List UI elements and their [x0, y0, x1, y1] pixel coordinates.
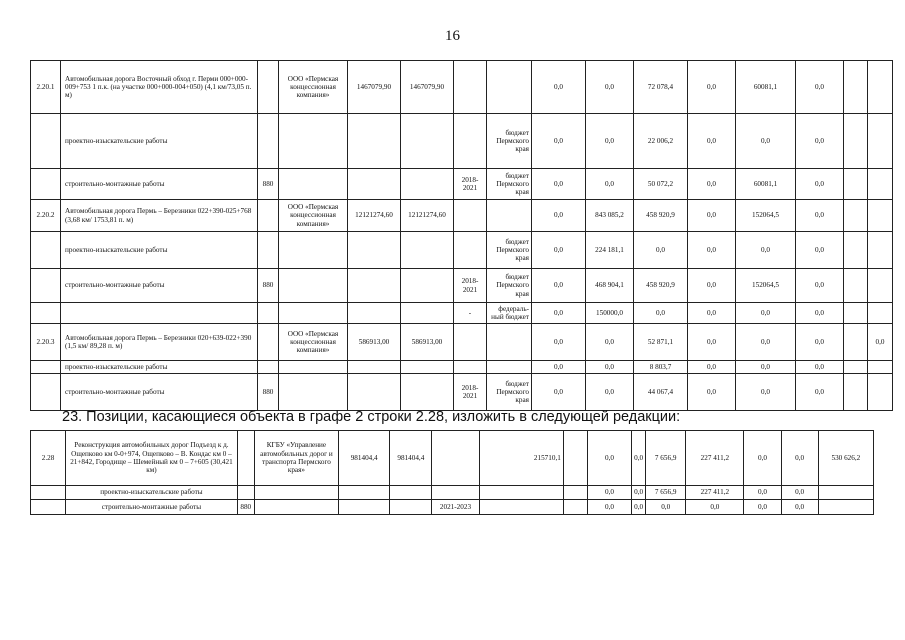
cell-cost2: [401, 232, 454, 269]
cell-v2: 224 181,1: [586, 232, 634, 269]
cell-cost2: 1467079,90: [401, 61, 454, 114]
cell-v6: 0,0: [796, 361, 844, 374]
cell-org: КГБУ «Управление автомобильных дорог и транспорта Пермского края»: [254, 431, 338, 486]
cell-c8: [479, 500, 563, 515]
cell-org: ООО «Пермская концессионная компания»: [279, 61, 348, 114]
cell-period: [454, 114, 487, 169]
cell-name: проектно-изыскательские работы: [66, 486, 238, 500]
cell-empty: [844, 169, 868, 200]
cell-v3: 7 656,9: [646, 486, 686, 500]
cell-kbk: [258, 303, 279, 324]
cell-v2: 0,0: [632, 500, 646, 515]
cell-v5: 0,0: [736, 303, 796, 324]
cell-name: проектно-изыскательские работы: [61, 232, 258, 269]
cell-period: [454, 361, 487, 374]
cell-v1: 0,0: [587, 431, 631, 486]
cell-name: Автомобильная дорога Пермь – Березники 020+639-022+390 (1,5 км/ 89,28 п. м): [61, 324, 258, 361]
cell-code: 2.20.1: [31, 61, 61, 114]
cell-empty: [844, 324, 868, 361]
cell-period: [432, 431, 479, 486]
cell-v5: 60081,1: [736, 169, 796, 200]
cell-v5: 0,0: [736, 114, 796, 169]
cell-v7: [868, 361, 893, 374]
cell-v6: 0,0: [781, 500, 818, 515]
cell-empty: [844, 200, 868, 232]
cell-v3: 50 072,2: [634, 169, 688, 200]
cell-v5: 0,0: [736, 232, 796, 269]
cell-v7: [868, 169, 893, 200]
cell-v6: 0,0: [796, 269, 844, 303]
cell-kbk: [258, 61, 279, 114]
cell-code: [31, 303, 61, 324]
cell-v4: 0,0: [688, 374, 736, 411]
cell-source: бюджет Пермского края: [487, 169, 532, 200]
cell-v6: 0,0: [796, 61, 844, 114]
page-number: 16: [445, 28, 460, 44]
cell-org: [254, 500, 338, 515]
cell-v7: [868, 200, 893, 232]
cell-v1: 0,0: [532, 114, 586, 169]
cell-source: [487, 324, 532, 361]
cell-v6: 0,0: [796, 232, 844, 269]
cell-v1: 0,0: [532, 169, 586, 200]
cell-cost2: [401, 374, 454, 411]
cell-cost1: [348, 232, 401, 269]
cell-kbk: 880: [258, 169, 279, 200]
cell-cost1: [339, 500, 390, 515]
cell-kbk: [237, 431, 254, 486]
cell-source: [563, 486, 587, 500]
table-row: [31, 500, 874, 515]
cell-v2: 0,0: [586, 361, 634, 374]
cell-code: [31, 486, 66, 500]
cell-v1: 0,0: [532, 232, 586, 269]
cell-v3: 72 078,4: [634, 61, 688, 114]
section-heading: 23. Позиции, касающиеся объекта в графе 2 строки 2.28, изложить в следующей редакции:: [62, 409, 681, 425]
cell-cost1: [348, 361, 401, 374]
cell-v2: 0,0: [586, 114, 634, 169]
table-row: [31, 269, 893, 303]
cell-period: [432, 486, 479, 500]
cell-cost2: [401, 361, 454, 374]
cell-org: [279, 169, 348, 200]
cell-v5: 0,0: [744, 500, 781, 515]
cell-source: [487, 200, 532, 232]
cell-kbk: [258, 361, 279, 374]
cell-cost1: [348, 169, 401, 200]
cell-v5: 152064,5: [736, 200, 796, 232]
cell-v7: 0,0: [868, 324, 893, 361]
cell-code: 2.20.3: [31, 324, 61, 361]
cell-kbk: [258, 114, 279, 169]
cell-v1: 0,0: [532, 361, 586, 374]
cell-cost2: [390, 500, 432, 515]
cell-code: [31, 361, 61, 374]
cell-v6: 0,0: [781, 486, 818, 500]
cell-empty: [844, 61, 868, 114]
cell-org: [279, 232, 348, 269]
cell-period: 2018-2021: [454, 169, 487, 200]
cell-v1: 0,0: [587, 500, 631, 515]
cell-v3: 8 803,7: [634, 361, 688, 374]
cell-cost2: [401, 114, 454, 169]
cell-v4: 0,0: [688, 361, 736, 374]
cell-v7: [868, 269, 893, 303]
cell-v2: 468 904,1: [586, 269, 634, 303]
cell-v5: 0,0: [736, 361, 796, 374]
cell-v4: 0,0: [688, 200, 736, 232]
cell-v2: 843 085,2: [586, 200, 634, 232]
cell-code: [31, 269, 61, 303]
table-row: [31, 374, 893, 411]
cell-v5: 0,0: [736, 324, 796, 361]
cell-source: бюджет Пермского края: [487, 269, 532, 303]
cell-kbk: [258, 324, 279, 361]
cell-cost1: 1467079,90: [348, 61, 401, 114]
cell-v3: 458 920,9: [634, 200, 688, 232]
cell-empty: [844, 232, 868, 269]
cell-org: [279, 114, 348, 169]
cell-c8: 215710,1: [479, 431, 563, 486]
cell-cost1: [348, 374, 401, 411]
cell-v5: 0,0: [736, 374, 796, 411]
cell-v1: 0,0: [587, 486, 631, 500]
cell-org: [279, 374, 348, 411]
cell-v5: 0,0: [744, 431, 781, 486]
cell-kbk: [237, 486, 254, 500]
cell-code: [31, 500, 66, 515]
cell-kbk: 880: [258, 269, 279, 303]
cell-source: [487, 61, 532, 114]
cell-v4: 0,0: [688, 232, 736, 269]
table-row: [31, 61, 893, 114]
cell-v2: 0,0: [632, 431, 646, 486]
table-row: [31, 114, 893, 169]
cell-cost1: 12121274,60: [348, 200, 401, 232]
cell-v4: 0,0: [688, 114, 736, 169]
cell-v7: [868, 114, 893, 169]
cell-v3: 52 871,1: [634, 324, 688, 361]
cell-v7: [818, 500, 873, 515]
cell-name: Реконструкция автомобильных дорог Подъезд к д. Ощепково км 0-0+974, Ощепково – В. Кондас км 0 – 21+842, Городище – Шемейный км 0 – 7+605 (30,421 км): [66, 431, 238, 486]
cell-code: [31, 169, 61, 200]
cell-period: [454, 61, 487, 114]
cell-name: проектно-изыскательские работы: [61, 114, 258, 169]
cell-v7: [868, 232, 893, 269]
cell-v4: 227 411,2: [686, 486, 744, 500]
cell-cost1: [339, 486, 390, 500]
table-object-2-28: [30, 430, 874, 515]
cell-org: ООО «Пермская концессионная компания»: [279, 324, 348, 361]
cell-v4: 0,0: [688, 269, 736, 303]
cell-name: строительно-монтажные работы: [61, 269, 258, 303]
cell-v7: [868, 61, 893, 114]
cell-empty: [844, 361, 868, 374]
cell-cost2: [401, 269, 454, 303]
table-row: [31, 361, 893, 374]
cell-cost2: [401, 303, 454, 324]
cell-v2: 150000,0: [586, 303, 634, 324]
cell-v4: 227 411,2: [686, 431, 744, 486]
cell-v6: 0,0: [796, 303, 844, 324]
cell-v7: [868, 374, 893, 411]
cell-v2: 0,0: [586, 61, 634, 114]
cell-code: [31, 232, 61, 269]
cell-v4: 0,0: [688, 303, 736, 324]
cell-v3: 0,0: [634, 303, 688, 324]
cell-cost2: [401, 169, 454, 200]
cell-name: строительно-монтажные работы: [66, 500, 238, 515]
cell-code: 2.28: [31, 431, 66, 486]
cell-code: [31, 374, 61, 411]
cell-org: [279, 361, 348, 374]
cell-v1: 0,0: [532, 324, 586, 361]
cell-source: федераль-ный бюджет: [487, 303, 532, 324]
cell-cost2: 586913,00: [401, 324, 454, 361]
cell-v6: 0,0: [796, 114, 844, 169]
cell-v3: 44 067,4: [634, 374, 688, 411]
cell-empty: [844, 303, 868, 324]
cell-v6: 0,0: [796, 169, 844, 200]
cell-name: строительно-монтажные работы: [61, 374, 258, 411]
cell-v4: 0,0: [688, 169, 736, 200]
cell-v5: 60081,1: [736, 61, 796, 114]
cell-v6: 0,0: [796, 324, 844, 361]
cell-v4: 0,0: [686, 500, 744, 515]
cell-cost2: [390, 486, 432, 500]
cell-source: бюджет Пермского края: [487, 232, 532, 269]
cell-v2: 0,0: [586, 169, 634, 200]
table-row: [31, 303, 893, 324]
cell-period: [454, 324, 487, 361]
cell-org: ООО «Пермская концессионная компания»: [279, 200, 348, 232]
cell-v1: 0,0: [532, 61, 586, 114]
cell-period: 2018-2021: [454, 269, 487, 303]
cell-v1: 0,0: [532, 200, 586, 232]
cell-source: [563, 431, 587, 486]
cell-kbk: [258, 200, 279, 232]
cell-name: Автомобильная дорога Восточный обход г. Перми 000+000-009+753 1 п.к. (на участке 000+000-004+050) (4,1 км/73,05 п. м): [61, 61, 258, 114]
table-row: [31, 232, 893, 269]
cell-org: [254, 486, 338, 500]
cell-v7: [818, 486, 873, 500]
cell-name: [61, 303, 258, 324]
cell-cost2: 981404,4: [390, 431, 432, 486]
cell-empty: [844, 269, 868, 303]
table-objects-2-20: [30, 60, 893, 411]
cell-name: строительно-монтажные работы: [61, 169, 258, 200]
cell-code: [31, 114, 61, 169]
cell-cost1: 981404,4: [339, 431, 390, 486]
cell-period: [454, 200, 487, 232]
cell-v7: 530 626,2: [818, 431, 873, 486]
cell-v3: 0,0: [646, 500, 686, 515]
cell-v3: 0,0: [634, 232, 688, 269]
cell-source: бюджет Пермского края: [487, 114, 532, 169]
cell-v1: 0,0: [532, 269, 586, 303]
cell-kbk: 880: [258, 374, 279, 411]
cell-period: 2018-2021: [454, 374, 487, 411]
cell-cost1: 586913,00: [348, 324, 401, 361]
cell-v1: 0,0: [532, 303, 586, 324]
cell-name: проектно-изыскательские работы: [61, 361, 258, 374]
cell-org: [279, 303, 348, 324]
cell-v2: 0,0: [586, 374, 634, 411]
cell-period: [454, 232, 487, 269]
table-row: [31, 486, 874, 500]
cell-v3: 22 006,2: [634, 114, 688, 169]
cell-v3: 458 920,9: [634, 269, 688, 303]
table-row: [31, 431, 874, 486]
cell-v2: 0,0: [632, 486, 646, 500]
cell-v5: 152064,5: [736, 269, 796, 303]
cell-cost1: [348, 303, 401, 324]
table-row: [31, 169, 893, 200]
cell-period: 2021-2023: [432, 500, 479, 515]
cell-empty: [844, 374, 868, 411]
cell-cost1: [348, 269, 401, 303]
cell-name: Автомобильная дорога Пермь – Березники 022+390-025+768 (3,68 км/ 1753,81 п. м): [61, 200, 258, 232]
cell-org: [279, 269, 348, 303]
cell-v5: 0,0: [744, 486, 781, 500]
cell-v6: 0,0: [796, 200, 844, 232]
cell-v6: 0,0: [796, 374, 844, 411]
cell-v2: 0,0: [586, 324, 634, 361]
cell-source: бюджет Пермского края: [487, 374, 532, 411]
cell-source: [487, 361, 532, 374]
cell-v1: 0,0: [532, 374, 586, 411]
cell-v4: 0,0: [688, 324, 736, 361]
table-row: [31, 324, 893, 361]
cell-period: -: [454, 303, 487, 324]
cell-kbk: 880: [237, 500, 254, 515]
cell-code: 2.20.2: [31, 200, 61, 232]
cell-cost1: [348, 114, 401, 169]
table-row: [31, 200, 893, 232]
cell-kbk: [258, 232, 279, 269]
cell-c8: [479, 486, 563, 500]
cell-v4: 0,0: [688, 61, 736, 114]
cell-v6: 0,0: [781, 431, 818, 486]
cell-source: [563, 500, 587, 515]
cell-empty: [844, 114, 868, 169]
cell-v3: 7 656,9: [646, 431, 686, 486]
cell-cost2: 12121274,60: [401, 200, 454, 232]
cell-v7: [868, 303, 893, 324]
